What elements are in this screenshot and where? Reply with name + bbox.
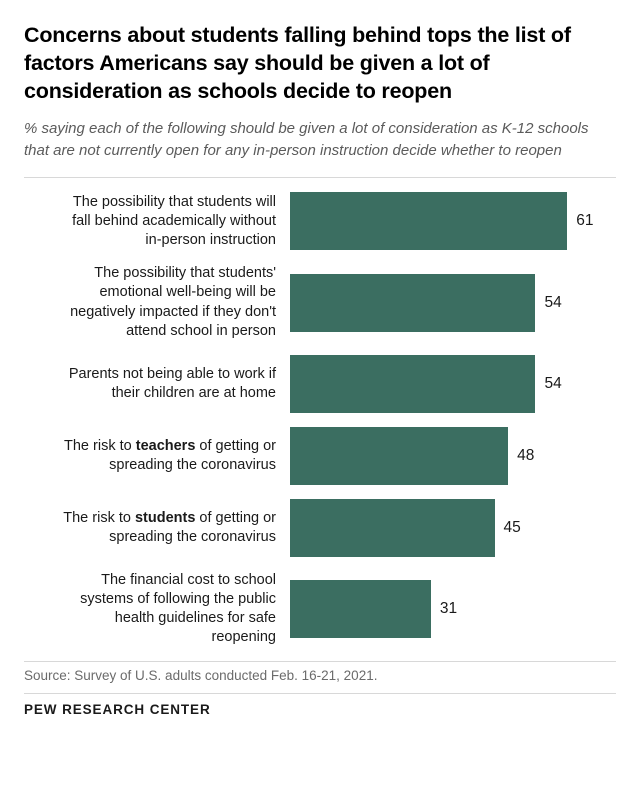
bar: [290, 192, 567, 250]
bar-label: The risk to teachers of getting or spreading the coronavirus: [64, 437, 276, 473]
footer-divider: [24, 693, 616, 694]
bar-label: The possibility that students' emotional well-being will be negatively impacted if they don't attend school in person: [70, 265, 276, 339]
bar-label: Parents not being able to work if their children are at home: [68, 365, 276, 401]
bar-value: 54: [544, 293, 562, 311]
chart-bottom-divider: [24, 661, 616, 662]
chart-row: [24, 427, 616, 485]
chart-row: [24, 264, 616, 341]
bar: [290, 427, 508, 485]
bar: [290, 580, 431, 638]
header-divider: [24, 177, 616, 178]
bar-area: [290, 499, 616, 557]
bar-label: The risk to students of getting or spreading the coronavirus: [63, 509, 276, 545]
bar-area: [290, 427, 616, 485]
bar-value: 48: [517, 446, 535, 464]
bar: [290, 499, 495, 557]
bar-area: [290, 192, 616, 250]
bar-chart: [24, 192, 616, 647]
brand-label: PEW RESEARCH CENTER: [24, 702, 211, 718]
chart-row: [24, 192, 616, 250]
chart-subtitle: % saying each of the following should be given a lot of consideration as K-12 schools that are not currently open for any in-person instruction decide whether to reopen: [24, 119, 589, 159]
bar: [290, 274, 535, 332]
bar-area: [290, 355, 616, 413]
bar-value: 54: [544, 374, 562, 392]
bar-area: [290, 580, 616, 638]
bar-value: 61: [576, 212, 594, 230]
bar-value: 45: [503, 518, 521, 536]
bar-area: [290, 274, 616, 332]
source-note: Source: Survey of U.S. adults conducted Feb. 16-21, 2021.: [24, 668, 378, 684]
bar: [290, 355, 535, 413]
page-title: Concerns about students falling behind tops the list of factors Americans say should be given a lot of consideration as schools decide to reopen: [24, 23, 571, 103]
chart-row: [24, 571, 616, 648]
bar-value: 31: [439, 600, 458, 618]
chart-row: [24, 499, 616, 557]
bar-label: The financial cost to school systems of following the public health guidelines for safe reopening: [80, 571, 276, 646]
chart-row: [24, 355, 616, 413]
bar-label: The possibility that students will fall behind academically without in-person instruction: [72, 193, 276, 248]
